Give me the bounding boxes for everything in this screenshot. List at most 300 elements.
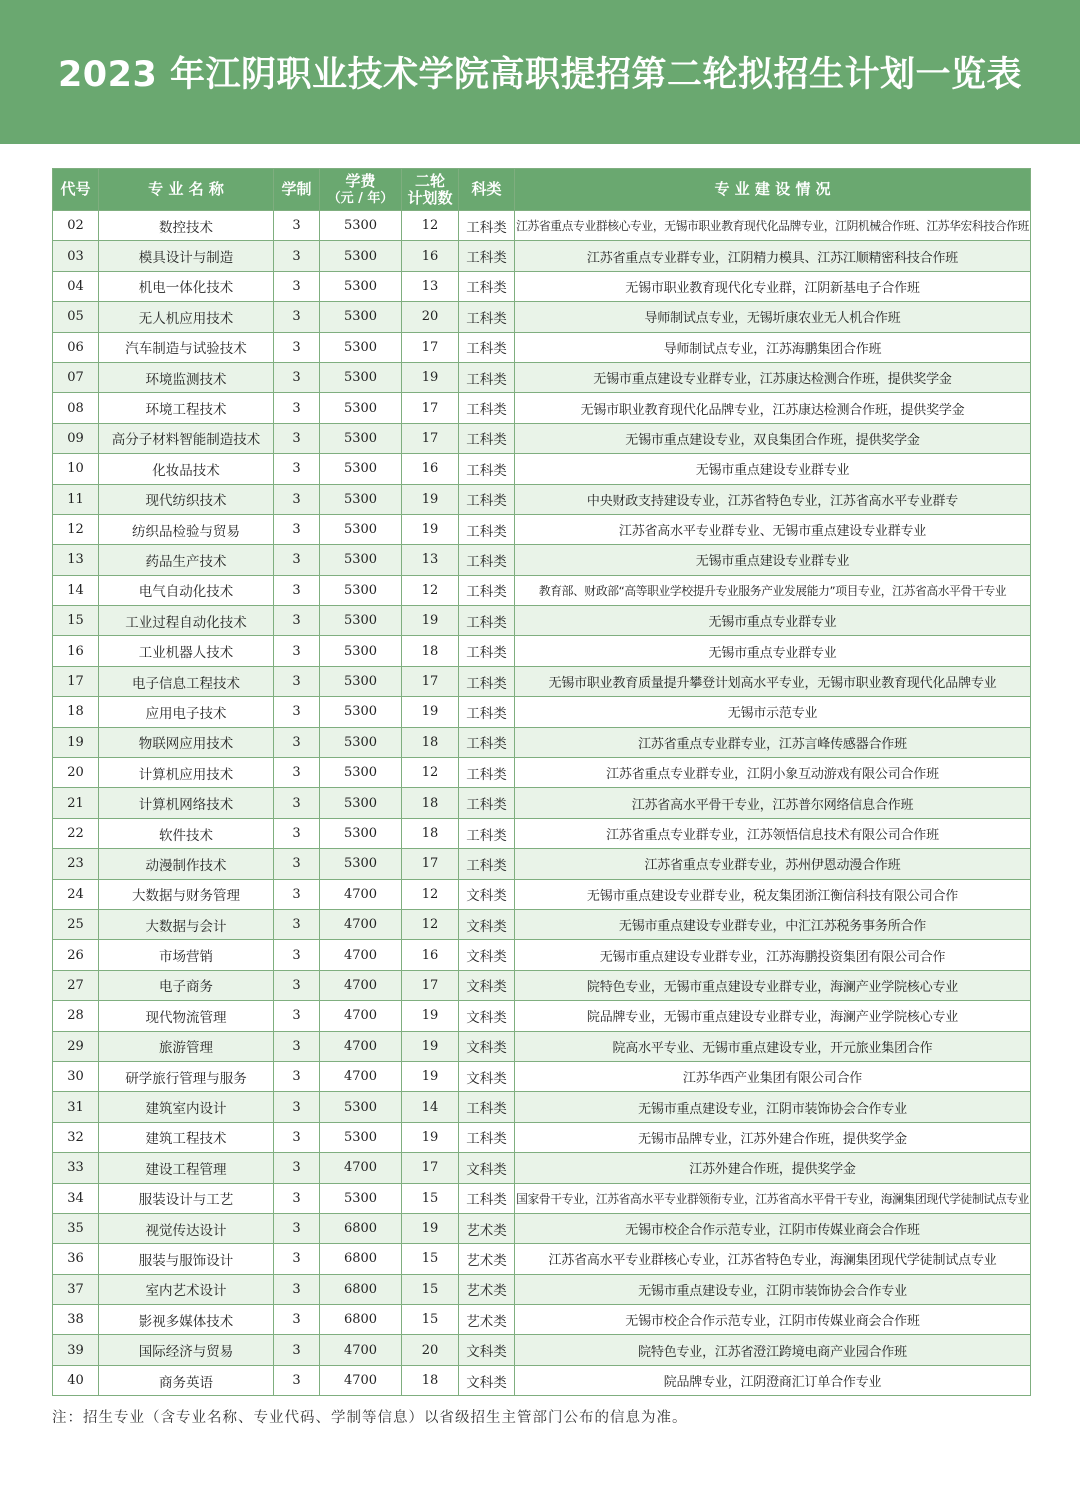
table-row xyxy=(53,666,1031,696)
cell-duration: 3 xyxy=(274,727,320,757)
cell-code: 12 xyxy=(53,514,99,544)
cell-major-name: 计算机网络技术 xyxy=(99,788,274,818)
cell-code: 08 xyxy=(53,393,99,423)
cell-description: 无锡市职业教育质量提升攀登计划高水平专业，无锡市职业教育现代化品牌专业 xyxy=(515,666,1031,696)
table-row xyxy=(53,332,1031,362)
cell-code: 29 xyxy=(53,1031,99,1061)
cell-duration: 3 xyxy=(274,241,320,271)
cell-code: 21 xyxy=(53,788,99,818)
cell-fee: 5300 xyxy=(320,849,402,879)
cell-major-name: 现代物流管理 xyxy=(99,1001,274,1031)
cell-description: 江苏省重点专业群专业，江阴精力模具、江苏江顺精密科技合作班 xyxy=(515,241,1031,271)
table-row xyxy=(53,241,1031,271)
cell-major-name: 电子商务 xyxy=(99,970,274,1000)
table-row xyxy=(53,1122,1031,1152)
cell-major-name: 计算机应用技术 xyxy=(99,758,274,788)
table-row xyxy=(53,940,1031,970)
table-row xyxy=(53,1365,1031,1395)
cell-fee: 5300 xyxy=(320,271,402,301)
cell-quota: 12 xyxy=(402,879,459,909)
cell-fee: 4700 xyxy=(320,1001,402,1031)
cell-code: 27 xyxy=(53,970,99,1000)
cell-description: 无锡市校企合作示范专业，江阴市传媒业商会合作班 xyxy=(515,1213,1031,1243)
cell-fee: 5300 xyxy=(320,484,402,514)
cell-description: 导师制试点专业，无锡圻康农业无人机合作班 xyxy=(515,302,1031,332)
cell-major-name: 建筑室内设计 xyxy=(99,1092,274,1122)
cell-code: 15 xyxy=(53,606,99,636)
table-row xyxy=(53,514,1031,544)
header-category: 科类 xyxy=(459,169,515,211)
cell-major-name: 建设工程管理 xyxy=(99,1153,274,1183)
cell-duration: 3 xyxy=(274,1031,320,1061)
cell-description: 无锡市校企合作示范专业，江阴市传媒业商会合作班 xyxy=(515,1305,1031,1335)
table-row xyxy=(53,1001,1031,1031)
cell-fee: 4700 xyxy=(320,879,402,909)
cell-code: 35 xyxy=(53,1213,99,1243)
cell-major-name: 服装设计与工艺 xyxy=(99,1183,274,1213)
cell-duration: 3 xyxy=(274,1061,320,1091)
cell-code: 20 xyxy=(53,758,99,788)
cell-category: 工科类 xyxy=(459,514,515,544)
cell-description: 教育部、财政部“高等职业学校提升专业服务产业发展能力”项目专业，江苏省高水平骨干专业 xyxy=(515,575,1031,605)
cell-fee: 5300 xyxy=(320,423,402,453)
cell-category: 工科类 xyxy=(459,332,515,362)
enrollment-table-wrapper xyxy=(52,168,1030,1396)
cell-code: 25 xyxy=(53,909,99,939)
cell-fee: 5300 xyxy=(320,332,402,362)
cell-code: 06 xyxy=(53,332,99,362)
cell-major-name: 数控技术 xyxy=(99,211,274,241)
cell-description: 无锡市重点建设专业群专业 xyxy=(515,545,1031,575)
cell-duration: 3 xyxy=(274,818,320,848)
cell-major-name: 物联网应用技术 xyxy=(99,727,274,757)
cell-major-name: 影视多媒体技术 xyxy=(99,1305,274,1335)
cell-fee: 5300 xyxy=(320,575,402,605)
cell-quota: 19 xyxy=(402,514,459,544)
cell-duration: 3 xyxy=(274,758,320,788)
cell-quota: 17 xyxy=(402,970,459,1000)
cell-category: 工科类 xyxy=(459,1122,515,1152)
cell-fee: 5300 xyxy=(320,241,402,271)
cell-code: 02 xyxy=(53,211,99,241)
cell-duration: 3 xyxy=(274,1153,320,1183)
cell-description: 江苏省重点专业群专业，苏州伊恩动漫合作班 xyxy=(515,849,1031,879)
cell-major-name: 纺织品检验与贸易 xyxy=(99,514,274,544)
cell-duration: 3 xyxy=(274,879,320,909)
cell-quota: 15 xyxy=(402,1274,459,1304)
cell-fee: 5300 xyxy=(320,514,402,544)
cell-code: 39 xyxy=(53,1335,99,1365)
footnote: 注：招生专业（含专业名称、专业代码、学制等信息）以省级招生主管部门公布的信息为准。 xyxy=(52,1410,688,1426)
cell-code: 34 xyxy=(53,1183,99,1213)
cell-fee: 4700 xyxy=(320,909,402,939)
table-row xyxy=(53,788,1031,818)
cell-major-name: 研学旅行管理与服务 xyxy=(99,1061,274,1091)
cell-duration: 3 xyxy=(274,1335,320,1365)
cell-fee: 4700 xyxy=(320,970,402,1000)
cell-fee: 5300 xyxy=(320,1122,402,1152)
cell-quota: 19 xyxy=(402,362,459,392)
cell-major-name: 模具设计与制造 xyxy=(99,241,274,271)
header-fee-line1: 学费 xyxy=(345,171,376,190)
cell-major-name: 国际经济与贸易 xyxy=(99,1335,274,1365)
cell-major-name: 视觉传达设计 xyxy=(99,1213,274,1243)
cell-duration: 3 xyxy=(274,1274,320,1304)
cell-category: 工科类 xyxy=(459,849,515,879)
cell-quota: 17 xyxy=(402,666,459,696)
cell-fee: 5300 xyxy=(320,454,402,484)
cell-code: 07 xyxy=(53,362,99,392)
table-row xyxy=(53,302,1031,332)
cell-category: 工科类 xyxy=(459,454,515,484)
cell-code: 16 xyxy=(53,636,99,666)
cell-quota: 17 xyxy=(402,423,459,453)
cell-description: 无锡市重点建设专业群专业，中汇江苏税务事务所合作 xyxy=(515,909,1031,939)
cell-category: 工科类 xyxy=(459,271,515,301)
cell-category: 文科类 xyxy=(459,1365,515,1395)
cell-description: 无锡市重点建设专业，江阴市装饰协会合作专业 xyxy=(515,1274,1031,1304)
cell-description: 无锡市重点专业群专业 xyxy=(515,606,1031,636)
cell-major-name: 工业过程自动化技术 xyxy=(99,606,274,636)
cell-quota: 15 xyxy=(402,1183,459,1213)
cell-category: 工科类 xyxy=(459,758,515,788)
cell-duration: 3 xyxy=(274,636,320,666)
cell-category: 工科类 xyxy=(459,423,515,453)
cell-quota: 12 xyxy=(402,575,459,605)
enrollment-plan-table xyxy=(52,168,1031,1396)
cell-code: 10 xyxy=(53,454,99,484)
cell-code: 26 xyxy=(53,940,99,970)
cell-quota: 12 xyxy=(402,909,459,939)
table-row xyxy=(53,1061,1031,1091)
cell-category: 文科类 xyxy=(459,970,515,1000)
cell-fee: 5300 xyxy=(320,302,402,332)
cell-major-name: 市场营销 xyxy=(99,940,274,970)
cell-duration: 3 xyxy=(274,362,320,392)
cell-major-name: 环境监测技术 xyxy=(99,362,274,392)
cell-duration: 3 xyxy=(274,849,320,879)
cell-category: 工科类 xyxy=(459,818,515,848)
cell-description: 江苏省高水平骨干专业，江苏普尔网络信息合作班 xyxy=(515,788,1031,818)
table-row xyxy=(53,1244,1031,1274)
cell-description: 无锡市示范专业 xyxy=(515,697,1031,727)
cell-code: 28 xyxy=(53,1001,99,1031)
cell-category: 工科类 xyxy=(459,1092,515,1122)
cell-quota: 18 xyxy=(402,818,459,848)
cell-fee: 5300 xyxy=(320,788,402,818)
cell-major-name: 药品生产技术 xyxy=(99,545,274,575)
cell-fee: 6800 xyxy=(320,1213,402,1243)
table-row xyxy=(53,1274,1031,1304)
header-fee-line2: （元 / 年） xyxy=(327,190,394,206)
cell-category: 文科类 xyxy=(459,1335,515,1365)
cell-category: 工科类 xyxy=(459,788,515,818)
cell-quota: 19 xyxy=(402,606,459,636)
cell-quota: 15 xyxy=(402,1244,459,1274)
cell-quota: 12 xyxy=(402,211,459,241)
table-row xyxy=(53,1305,1031,1335)
cell-description: 江苏省重点专业群专业，江阴小象互动游戏有限公司合作班 xyxy=(515,758,1031,788)
table-row xyxy=(53,211,1031,241)
cell-category: 工科类 xyxy=(459,697,515,727)
cell-quota: 13 xyxy=(402,271,459,301)
cell-duration: 3 xyxy=(274,271,320,301)
cell-category: 工科类 xyxy=(459,727,515,757)
cell-category: 文科类 xyxy=(459,1153,515,1183)
cell-description: 院高水平专业、无锡市重点建设专业，开元旅业集团合作 xyxy=(515,1031,1031,1061)
table-row xyxy=(53,454,1031,484)
cell-category: 艺术类 xyxy=(459,1305,515,1335)
table-row xyxy=(53,606,1031,636)
cell-duration: 3 xyxy=(274,666,320,696)
cell-code: 18 xyxy=(53,697,99,727)
table-row xyxy=(53,636,1031,666)
cell-code: 14 xyxy=(53,575,99,605)
cell-category: 艺术类 xyxy=(459,1244,515,1274)
cell-quota: 19 xyxy=(402,697,459,727)
cell-category: 文科类 xyxy=(459,909,515,939)
cell-description: 无锡市职业教育现代化品牌专业，江苏康达检测合作班，提供奖学金 xyxy=(515,393,1031,423)
cell-code: 03 xyxy=(53,241,99,271)
table-row xyxy=(53,545,1031,575)
cell-quota: 14 xyxy=(402,1092,459,1122)
cell-description: 导师制试点专业，江苏海鹏集团合作班 xyxy=(515,332,1031,362)
cell-code: 40 xyxy=(53,1365,99,1395)
cell-duration: 3 xyxy=(274,514,320,544)
cell-quota: 12 xyxy=(402,758,459,788)
table-row xyxy=(53,758,1031,788)
cell-duration: 3 xyxy=(274,1183,320,1213)
cell-quota: 20 xyxy=(402,1335,459,1365)
cell-fee: 5300 xyxy=(320,606,402,636)
cell-fee: 5300 xyxy=(320,727,402,757)
cell-category: 艺术类 xyxy=(459,1213,515,1243)
cell-duration: 3 xyxy=(274,302,320,332)
cell-code: 38 xyxy=(53,1305,99,1335)
cell-description: 院特色专业，无锡市重点建设专业群专业，海澜产业学院核心专业 xyxy=(515,970,1031,1000)
table-row xyxy=(53,970,1031,1000)
cell-fee: 4700 xyxy=(320,1335,402,1365)
cell-description: 江苏省重点专业群核心专业，无锡市职业教育现代化品牌专业，江阴机械合作班、江苏华宏科技合作班 xyxy=(515,211,1031,241)
cell-quota: 18 xyxy=(402,788,459,818)
table-row xyxy=(53,849,1031,879)
cell-quota: 16 xyxy=(402,241,459,271)
table-row xyxy=(53,484,1031,514)
table-row xyxy=(53,879,1031,909)
table-row xyxy=(53,271,1031,301)
cell-fee: 5300 xyxy=(320,393,402,423)
cell-duration: 3 xyxy=(274,545,320,575)
cell-duration: 3 xyxy=(274,211,320,241)
cell-description: 无锡市重点建设专业，双良集团合作班，提供奖学金 xyxy=(515,423,1031,453)
cell-quota: 17 xyxy=(402,332,459,362)
cell-quota: 18 xyxy=(402,636,459,666)
cell-major-name: 大数据与会计 xyxy=(99,909,274,939)
cell-quota: 19 xyxy=(402,484,459,514)
cell-description: 江苏省重点专业群专业，江苏言峰传感器合作班 xyxy=(515,727,1031,757)
cell-category: 工科类 xyxy=(459,302,515,332)
cell-major-name: 商务英语 xyxy=(99,1365,274,1395)
cell-duration: 3 xyxy=(274,484,320,514)
cell-fee: 5300 xyxy=(320,636,402,666)
cell-description: 院品牌专业，无锡市重点建设专业群专业，海澜产业学院核心专业 xyxy=(515,1001,1031,1031)
cell-fee: 4700 xyxy=(320,1061,402,1091)
cell-major-name: 环境工程技术 xyxy=(99,393,274,423)
cell-code: 36 xyxy=(53,1244,99,1274)
cell-fee: 4700 xyxy=(320,940,402,970)
cell-code: 23 xyxy=(53,849,99,879)
cell-major-name: 机电一体化技术 xyxy=(99,271,274,301)
cell-major-name: 电子信息工程技术 xyxy=(99,666,274,696)
cell-duration: 3 xyxy=(274,970,320,1000)
cell-fee: 4700 xyxy=(320,1365,402,1395)
cell-quota: 17 xyxy=(402,1153,459,1183)
cell-fee: 5300 xyxy=(320,697,402,727)
cell-quota: 19 xyxy=(402,1031,459,1061)
cell-code: 05 xyxy=(53,302,99,332)
cell-major-name: 现代纺织技术 xyxy=(99,484,274,514)
header-fee xyxy=(320,169,402,211)
cell-fee: 5300 xyxy=(320,1092,402,1122)
cell-category: 工科类 xyxy=(459,241,515,271)
cell-quota: 17 xyxy=(402,849,459,879)
table-row xyxy=(53,1183,1031,1213)
cell-major-name: 高分子材料智能制造技术 xyxy=(99,423,274,453)
cell-description: 江苏华西产业集团有限公司合作 xyxy=(515,1061,1031,1091)
cell-duration: 3 xyxy=(274,1365,320,1395)
cell-major-name: 服装与服饰设计 xyxy=(99,1244,274,1274)
cell-quota: 18 xyxy=(402,1365,459,1395)
cell-fee: 4700 xyxy=(320,1153,402,1183)
cell-description: 院特色专业，江苏省澄江跨境电商产业园合作班 xyxy=(515,1335,1031,1365)
cell-fee: 5300 xyxy=(320,1183,402,1213)
header-code: 代号 xyxy=(53,169,99,211)
cell-category: 文科类 xyxy=(459,940,515,970)
cell-fee: 6800 xyxy=(320,1274,402,1304)
header-quota-line2: 计划数 xyxy=(407,188,453,207)
table-row xyxy=(53,362,1031,392)
cell-code: 30 xyxy=(53,1061,99,1091)
header-quota xyxy=(402,169,459,211)
cell-quota: 13 xyxy=(402,545,459,575)
table-header-row xyxy=(53,169,1031,211)
cell-category: 工科类 xyxy=(459,636,515,666)
cell-fee: 5300 xyxy=(320,818,402,848)
cell-duration: 3 xyxy=(274,575,320,605)
cell-description: 江苏外建合作班，提供奖学金 xyxy=(515,1153,1031,1183)
cell-category: 文科类 xyxy=(459,1001,515,1031)
table-row xyxy=(53,423,1031,453)
cell-category: 工科类 xyxy=(459,393,515,423)
cell-code: 32 xyxy=(53,1122,99,1152)
cell-description: 无锡市重点建设专业群专业，江苏海鹏投资集团有限公司合作 xyxy=(515,940,1031,970)
cell-quota: 19 xyxy=(402,1122,459,1152)
cell-quota: 18 xyxy=(402,727,459,757)
header-quota-line1: 二轮 xyxy=(414,171,445,190)
cell-major-name: 建筑工程技术 xyxy=(99,1122,274,1152)
cell-major-name: 软件技术 xyxy=(99,818,274,848)
cell-description: 无锡市重点建设专业群专业 xyxy=(515,454,1031,484)
cell-duration: 3 xyxy=(274,423,320,453)
cell-code: 04 xyxy=(53,271,99,301)
cell-duration: 3 xyxy=(274,909,320,939)
cell-category: 工科类 xyxy=(459,666,515,696)
cell-fee: 6800 xyxy=(320,1305,402,1335)
cell-description: 无锡市职业教育现代化专业群，江阴新基电子合作班 xyxy=(515,271,1031,301)
cell-duration: 3 xyxy=(274,606,320,636)
cell-code: 37 xyxy=(53,1274,99,1304)
cell-description: 无锡市重点建设专业群专业，江苏康达检测合作班，提供奖学金 xyxy=(515,362,1031,392)
cell-quota: 19 xyxy=(402,1213,459,1243)
cell-description: 无锡市重点建设专业群专业，税友集团浙江衡信科技有限公司合作 xyxy=(515,879,1031,909)
table-row xyxy=(53,697,1031,727)
cell-description: 无锡市品牌专业，江苏外建合作班，提供奖学金 xyxy=(515,1122,1031,1152)
cell-category: 文科类 xyxy=(459,879,515,909)
cell-quota: 20 xyxy=(402,302,459,332)
cell-code: 17 xyxy=(53,666,99,696)
cell-category: 工科类 xyxy=(459,606,515,636)
cell-duration: 3 xyxy=(274,1244,320,1274)
header-desc: 专 业 建 设 情 况 xyxy=(515,169,1031,211)
cell-duration: 3 xyxy=(274,1122,320,1152)
cell-duration: 3 xyxy=(274,940,320,970)
cell-fee: 5300 xyxy=(320,758,402,788)
cell-description: 江苏省高水平专业群专业、无锡市重点建设专业群专业 xyxy=(515,514,1031,544)
table-row xyxy=(53,575,1031,605)
cell-description: 无锡市重点专业群专业 xyxy=(515,636,1031,666)
cell-quota: 17 xyxy=(402,393,459,423)
cell-fee: 4700 xyxy=(320,1031,402,1061)
cell-major-name: 室内艺术设计 xyxy=(99,1274,274,1304)
cell-code: 24 xyxy=(53,879,99,909)
table-row xyxy=(53,1213,1031,1243)
cell-category: 艺术类 xyxy=(459,1274,515,1304)
cell-major-name: 旅游管理 xyxy=(99,1031,274,1061)
cell-major-name: 无人机应用技术 xyxy=(99,302,274,332)
cell-category: 文科类 xyxy=(459,1031,515,1061)
cell-fee: 5300 xyxy=(320,362,402,392)
cell-description: 江苏省高水平专业群核心专业，江苏省特色专业，海澜集团现代学徒制试点专业 xyxy=(515,1244,1031,1274)
cell-fee: 6800 xyxy=(320,1244,402,1274)
cell-duration: 3 xyxy=(274,1092,320,1122)
cell-quota: 15 xyxy=(402,1305,459,1335)
cell-fee: 5300 xyxy=(320,666,402,696)
cell-duration: 3 xyxy=(274,393,320,423)
cell-duration: 3 xyxy=(274,1001,320,1031)
title-banner xyxy=(0,0,1080,144)
cell-quota: 16 xyxy=(402,940,459,970)
cell-duration: 3 xyxy=(274,788,320,818)
cell-major-name: 化妆品技术 xyxy=(99,454,274,484)
cell-category: 工科类 xyxy=(459,211,515,241)
cell-description: 中央财政支持建设专业，江苏省特色专业，江苏省高水平专业群专 xyxy=(515,484,1031,514)
cell-description: 院品牌专业，江阴澄商汇订单合作专业 xyxy=(515,1365,1031,1395)
cell-code: 33 xyxy=(53,1153,99,1183)
header-duration: 学制 xyxy=(274,169,320,211)
page-title: 2023 年江阴职业技术学院高职提招第二轮拟招生计划一览表 xyxy=(57,55,1023,95)
cell-duration: 3 xyxy=(274,1213,320,1243)
cell-category: 工科类 xyxy=(459,362,515,392)
cell-major-name: 动漫制作技术 xyxy=(99,849,274,879)
cell-code: 31 xyxy=(53,1092,99,1122)
table-body xyxy=(53,211,1031,1396)
cell-category: 文科类 xyxy=(459,1061,515,1091)
cell-category: 工科类 xyxy=(459,575,515,605)
cell-description: 江苏省重点专业群专业，江苏领悟信息技术有限公司合作班 xyxy=(515,818,1031,848)
table-row xyxy=(53,727,1031,757)
table-row xyxy=(53,1092,1031,1122)
cell-description: 国家骨干专业，江苏省高水平专业群领衔专业，江苏省高水平骨干专业，海澜集团现代学徒制试点专业 xyxy=(515,1183,1031,1213)
